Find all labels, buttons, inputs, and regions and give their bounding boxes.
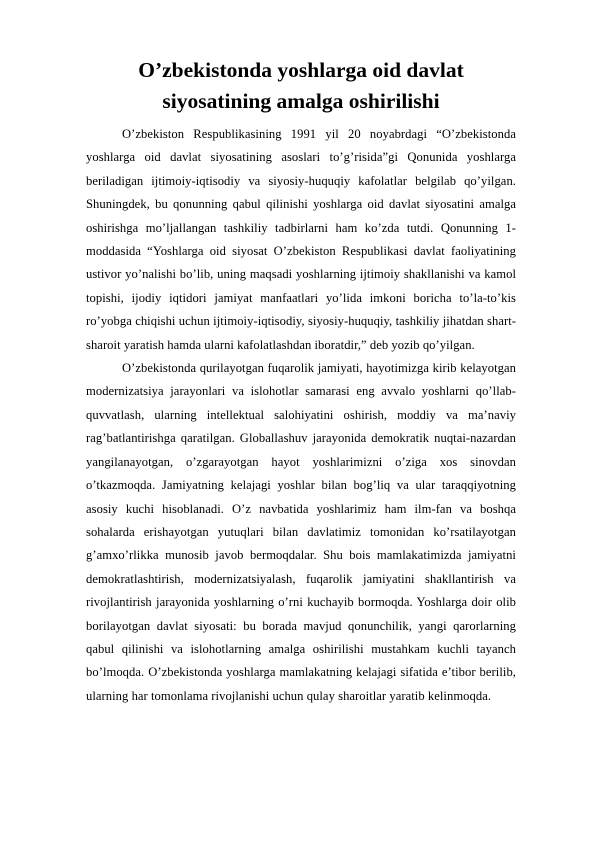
document-page	[86, 55, 516, 708]
document-title: O’zbekistonda yoshlarga oid davlat siyosatining amalga oshirilishi	[138, 58, 464, 113]
paragraph-2: O’zbekistonda qurilayotgan fuqarolik jamiyati, hayotimizga kirib kelayotgan modernizatsiya jarayonlari va islohotlar samarasi eng avvalo yoshlarni qo’llab-quvvatlash, ularning intellektual salohiyatini oshirish, moddiy va ma’naviy rag’batlantirishga qaratilgan. Globallashuv jarayonida demokratik nuqtai-nazardan yangilanayotgan, o’zgarayotgan hayot yoshlarimizni o’ziga xos sinovdan o’tkazmoqda. Jamiyatning kelajagi yoshlar bilan bog’liq va ular taraqqiyotning asosiy kuchi hisoblanadi. O’z navbatida yoshlarimiz ham ilm-fan va boshqa sohalarda erishayotgan yutuqlari bilan davlatimiz tomonidan ko’rsatilayotgan g’amxo’rlikka munosib javob bermoqdalar. Shu bois mamlakatimizda jamiyatni demokratlashtirish, modernizatsiyalash, fuqarolik jamiyatini shakllantirish va rivojlantirish jarayonida yoshlarning o’rni kuchayib bormoqda. Yoshlarga doir olib borilayotgan davlat siyosati: bu borada mavjud qonunchilik, yangi qarorlarning qabul qilinishi va islohotlarning amalga oshirilishi mustahkam kuchli tayanch bo’lmoqda. O’zbekistonda yoshlarga mamlakatning kelajagi sifatida e’tibor berilib, ularning har tomonlama rivojlanishi uchun qulay sharoitlar yaratib kelinmoqda.	[86, 361, 516, 703]
paragraph-1: O’zbekiston Respublikasining 1991 yil 20 noyabrdagi “O’zbekistonda yoshlarga oid davlat siyosatining asoslari to’g’risida”gi Qonunida yoshlarga beriladigan ijtimoiy-iqtisodiy va siyosiy-huquqiy kafolatlar belgilab qo’yilgan. Shuningdek, bu qonunning qabul qilinishi yoshlarga oid davlat siyosatini amalga oshirishga mo’ljallangan tashkiliy tadbirlarni ham ko’zda tutdi. Qonunning 1-moddasida “Yoshlarga oid siyosat O’zbekiston Respublikasi davlat faoliyatining ustivor yo’nalishi bo’lib, uning maqsadi yoshlarning ijtimoiy shakllanishi va kamol topishi, ijodiy iqtidori jamiyat manfaatlari yo’lida imkoni boricha to’la-to’kis ro’yobga chiqishi uchun ijtimoiy-iqtisodiy, siyosiy-huquqiy, tashkiliy jihatdan shart-sharoit yaratish hamda ularni kafolatlashdan iboratdir,” deb yozib qo’yilgan.	[86, 127, 516, 352]
